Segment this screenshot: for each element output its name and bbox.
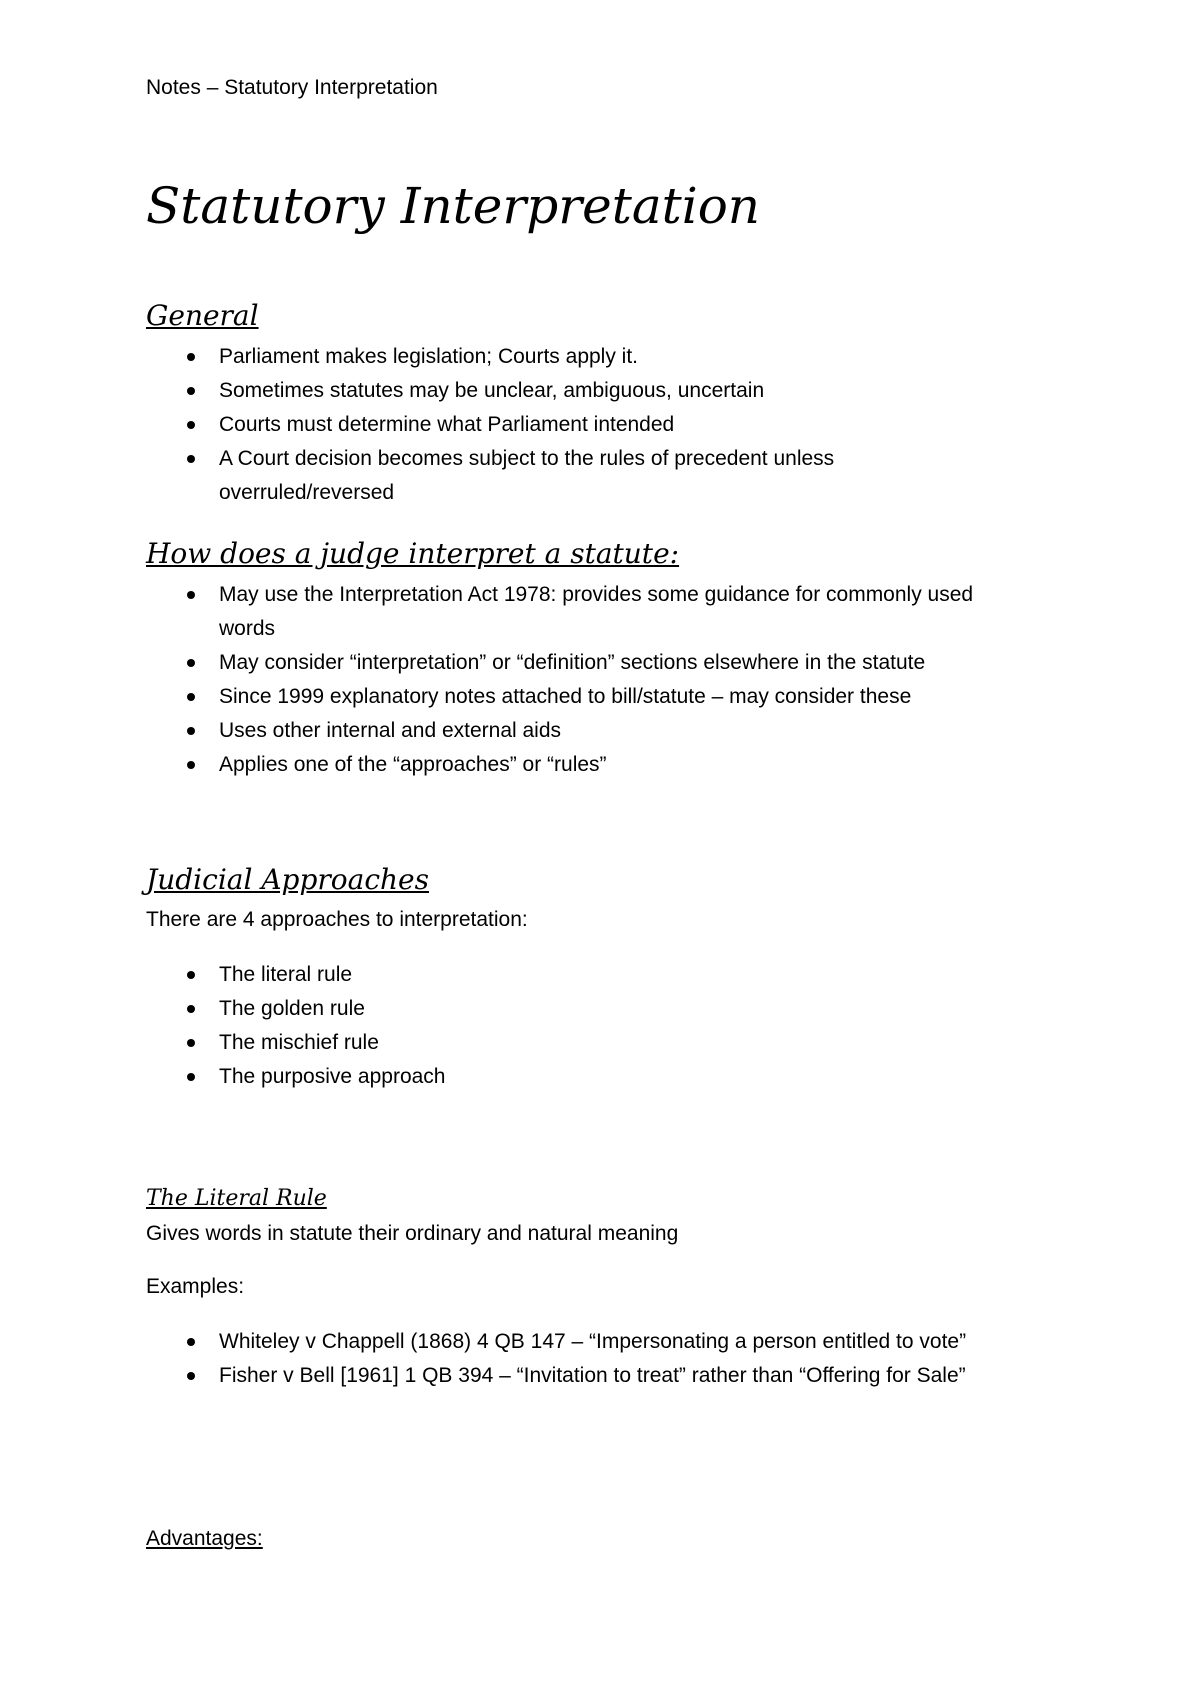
bullet-icon: [187, 1005, 195, 1013]
list-item: Parliament makes legislation; Courts apply it.: [146, 340, 1046, 374]
literal-rule-description: Gives words in statute their ordinary and natural meaning: [146, 1222, 679, 1245]
list-item: A Court decision becomes subject to the rules of precedent unless overruled/reversed: [146, 442, 879, 510]
bullet-icon: [187, 387, 195, 395]
examples-list: [146, 1325, 1046, 1393]
list-item: The purposive approach: [146, 1060, 1046, 1094]
bullet-icon: [187, 659, 195, 667]
list-item: The mischief rule: [146, 1026, 1046, 1060]
list-item: The golden rule: [146, 992, 1046, 1026]
bullet-icon: [187, 353, 195, 361]
bullet-icon: [187, 1039, 195, 1047]
list-item: Sometimes statutes may be unclear, ambiguous, uncertain: [146, 374, 1046, 408]
section-heading-general: General: [146, 299, 259, 332]
bullet-icon: [187, 1073, 195, 1081]
section-heading-how: How does a judge interpret a statute:: [146, 537, 680, 570]
section-heading-approaches: Judicial Approaches: [146, 863, 429, 896]
bullet-icon: [187, 591, 195, 599]
bullet-icon: [187, 727, 195, 735]
bullet-icon: [187, 1372, 195, 1380]
list-item: May consider “interpretation” or “definition” sections elsewhere in the statute: [146, 646, 1046, 680]
list-item: The literal rule: [146, 958, 1046, 992]
bullet-icon: [187, 971, 195, 979]
list-item: Whiteley v Chappell (1868) 4 QB 147 – “Impersonating a person entitled to vote”: [146, 1325, 1046, 1359]
bullet-icon: [187, 693, 195, 701]
how-list: [146, 578, 1046, 782]
approaches-intro: There are 4 approaches to interpretation:: [146, 908, 528, 931]
bullet-icon: [187, 1338, 195, 1346]
list-item: May use the Interpretation Act 1978: provides some guidance for commonly used words: [146, 578, 1019, 646]
list-item: Since 1999 explanatory notes attached to bill/statute – may consider these: [146, 680, 1046, 714]
list-item: Courts must determine what Parliament intended: [146, 408, 1046, 442]
bullet-icon: [187, 455, 195, 463]
bullet-icon: [187, 421, 195, 429]
running-header: Notes – Statutory Interpretation: [146, 76, 438, 99]
examples-label: Examples:: [146, 1275, 245, 1298]
list-item: Fisher v Bell [1961] 1 QB 394 – “Invitation to treat” rather than “Offering for Sale”: [146, 1359, 1046, 1393]
page-title: Statutory Interpretation: [146, 177, 761, 235]
general-list: [146, 340, 1046, 510]
bullet-icon: [187, 761, 195, 769]
list-item: Applies one of the “approaches” or “rules”: [146, 748, 1046, 782]
section-heading-literal-rule: The Literal Rule: [146, 1186, 327, 1211]
approaches-list: [146, 958, 1046, 1094]
list-item: Uses other internal and external aids: [146, 714, 1046, 748]
advantages-label: Advantages:: [146, 1527, 263, 1550]
